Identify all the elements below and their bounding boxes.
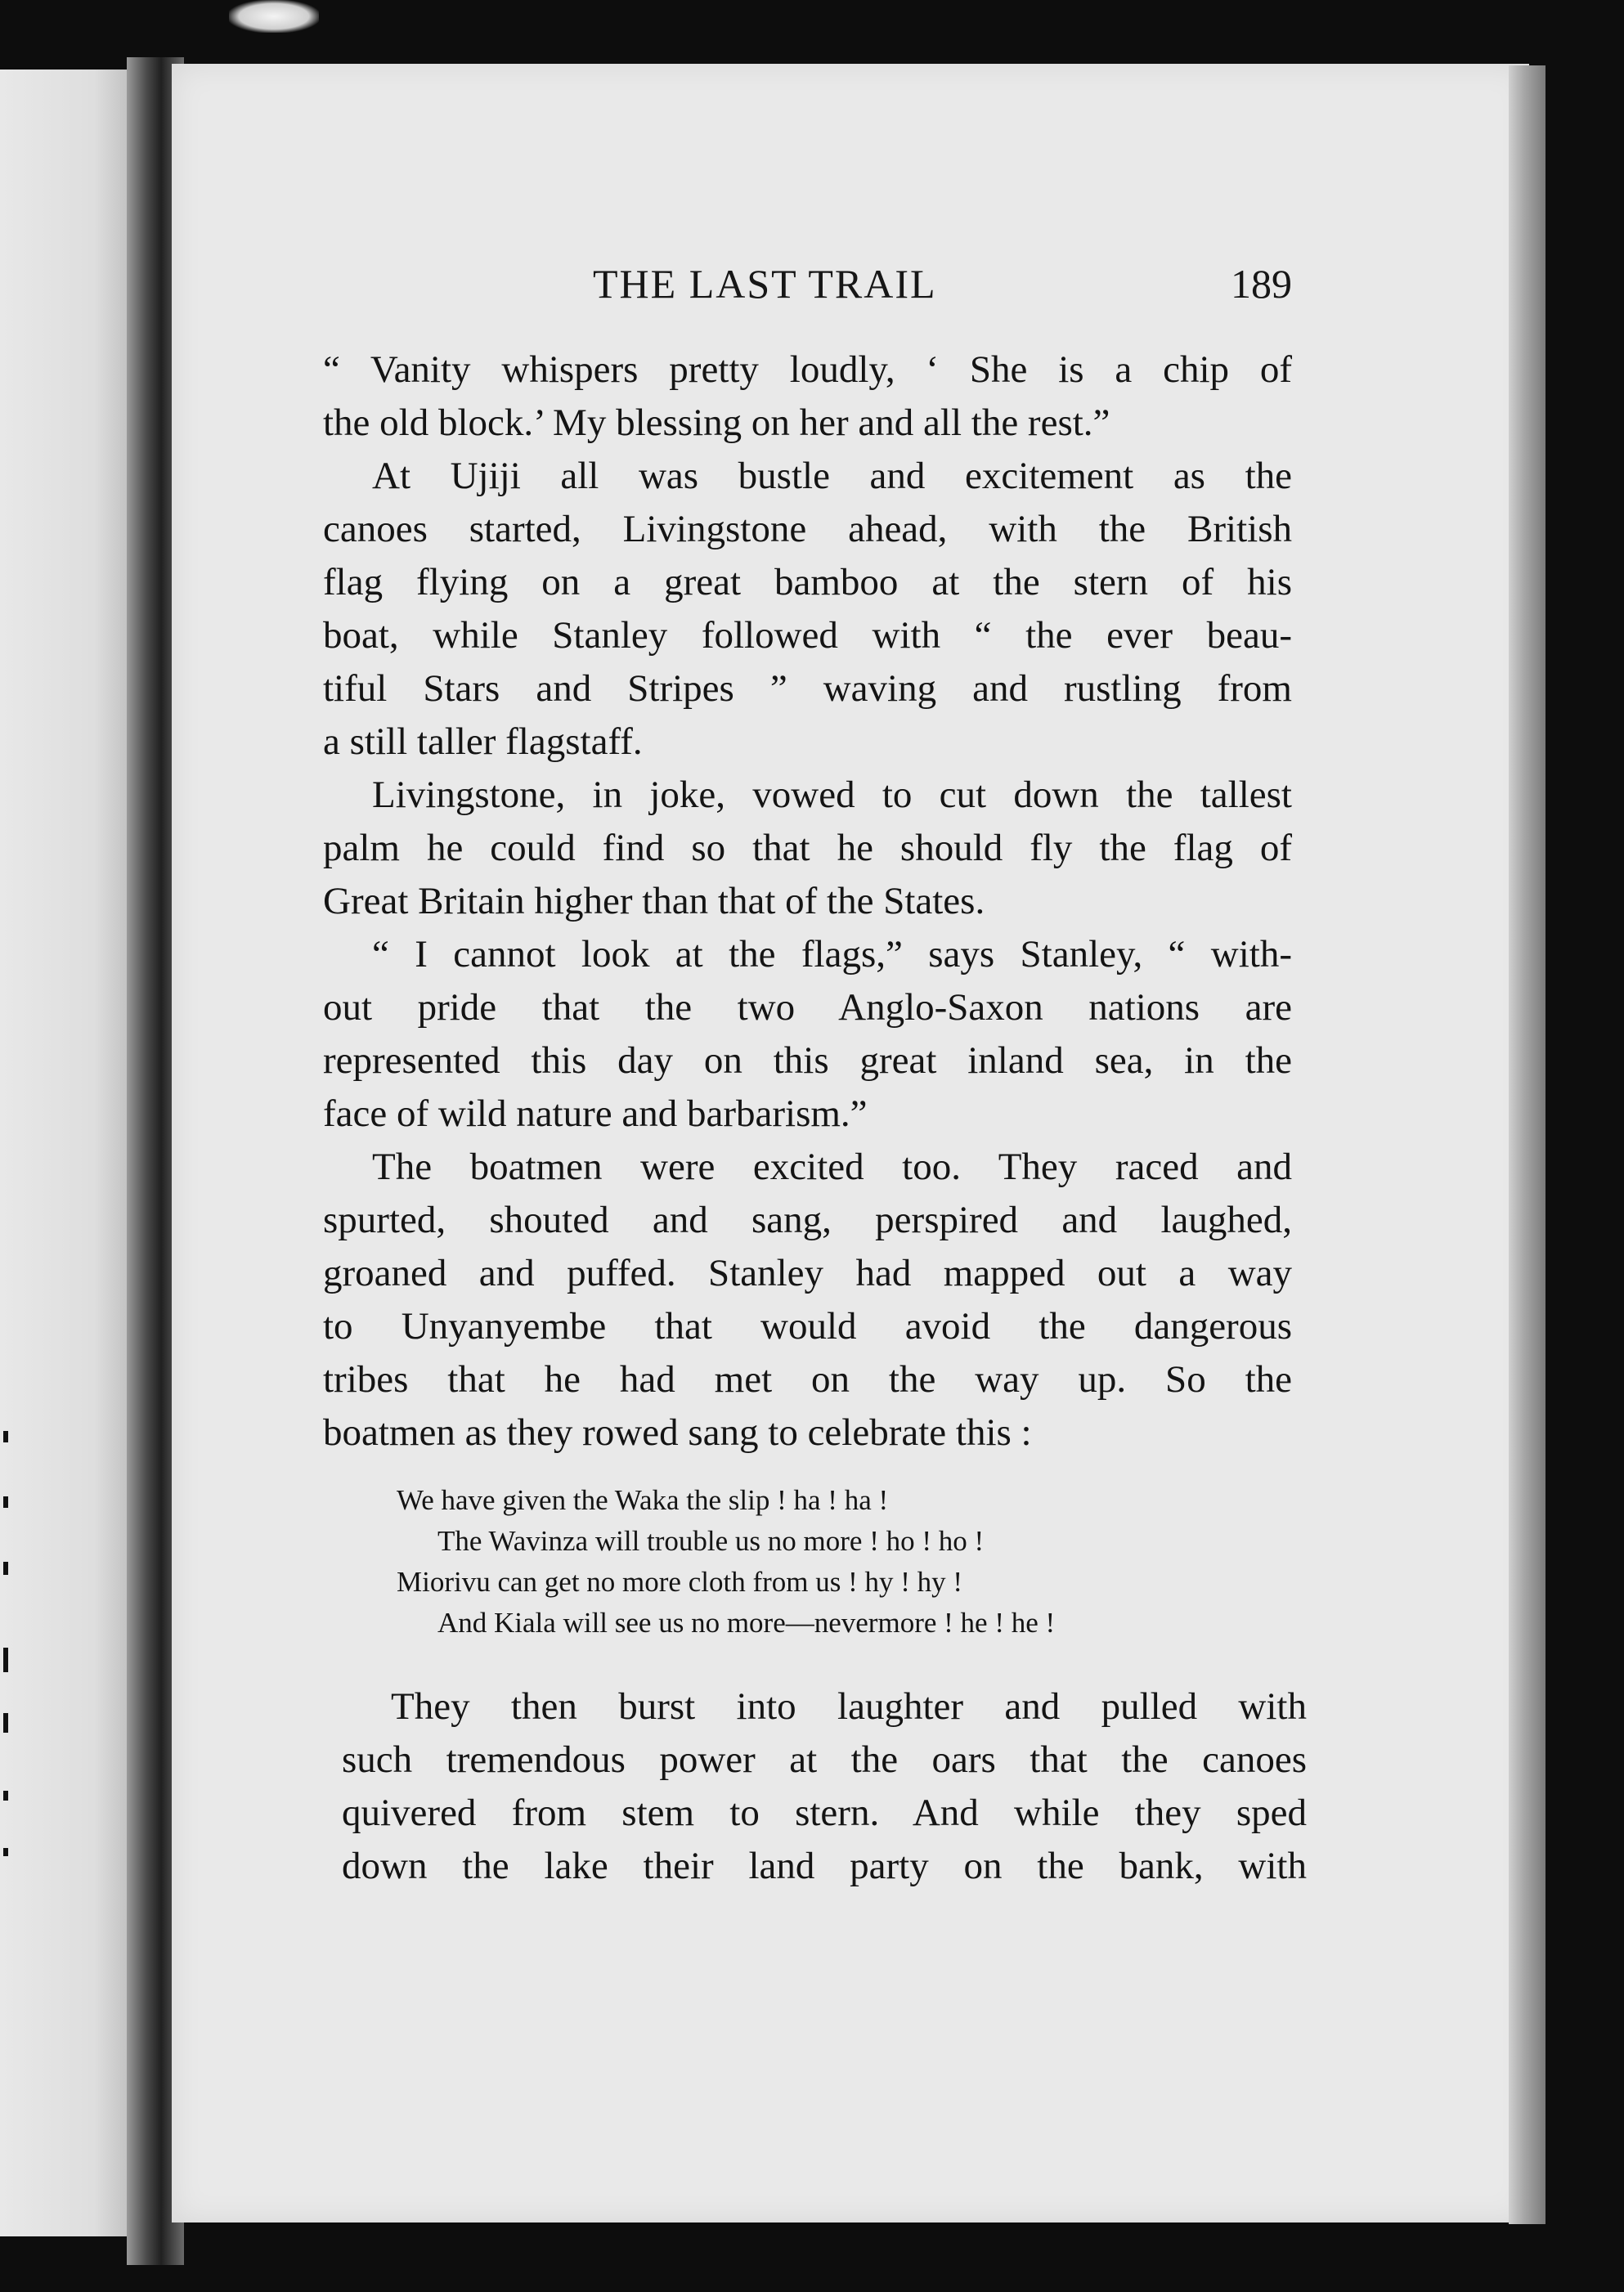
closing-text [342, 1680, 1307, 1893]
text-line: quivered from stem to stern. And while they sped [342, 1792, 1307, 1834]
facing-page-edge [0, 70, 135, 2236]
text-line: represented this day on this great inland sea, in the [323, 1039, 1292, 1082]
text-line: groaned and puffed. Stanley had mapped out a way [323, 1252, 1292, 1294]
facing-page-marks [0, 1431, 16, 1922]
text-line: “ Vanity whispers pretty loudly, ‘ She is a chip of [323, 348, 1292, 391]
verse-line: The Wavinza will trouble us no more ! ho ! ho ! [437, 1525, 985, 1557]
verse-block [397, 1480, 1296, 1644]
text-line: spurted, shouted and sang, perspired and laughed, [323, 1199, 1292, 1241]
text-line: such tremendous power at the oars that the canoes [342, 1738, 1307, 1781]
text-line: The boatmen were excited too. They raced and [372, 1146, 1292, 1188]
text-line: the old block.’ My blessing on her and all the rest.” [323, 401, 1110, 444]
text-line: They then burst into laughter and pulled with [391, 1685, 1307, 1728]
scan-blot [229, 0, 319, 33]
text-line: down the lake their land party on the bank, with [342, 1845, 1307, 1887]
text-line: boatmen as they rowed sang to celebrate this : [323, 1411, 1032, 1454]
text-line: tribes that he had met on the way up. So the [323, 1358, 1292, 1401]
text-line: face of wild nature and barbarism.” [323, 1092, 868, 1135]
body-text [323, 343, 1292, 1460]
verse-line: And Kiala will see us no more—nevermore ! he ! he ! [437, 1607, 1056, 1639]
text-line: out pride that the two Anglo-Saxon nations are [323, 986, 1292, 1029]
page-number: 189 [1231, 261, 1292, 307]
verse-line: Miorivu can get no more cloth from us ! hy ! hy ! [397, 1566, 963, 1598]
text-line: tiful Stars and Stripes ” waving and rustling from [323, 667, 1292, 710]
text-line: palm he could find so that he should fly the flag of [323, 827, 1292, 869]
text-line: “ I cannot look at the flags,” says Stanley, “ with- [372, 933, 1292, 976]
page-edge [1509, 65, 1545, 2224]
text-line: Livingstone, in joke, vowed to cut down the tallest [372, 774, 1292, 816]
text-line: flag flying on a great bamboo at the stern of his [323, 561, 1292, 603]
page-header [323, 260, 1292, 317]
verse-line: We have given the Waka the slip ! ha ! ha ! [397, 1484, 889, 1516]
text-line: boat, while Stanley followed with “ the ever beau- [323, 614, 1292, 657]
text-line: to Unyanyembe that would avoid the dangerous [323, 1305, 1292, 1348]
text-line: canoes started, Livingstone ahead, with the British [323, 508, 1292, 550]
running-title: THE LAST TRAIL [593, 261, 937, 307]
text-line: Great Britain higher than that of the States. [323, 880, 985, 922]
text-line: At Ujiji all was bustle and excitement as the [372, 455, 1292, 497]
text-line: a still taller flagstaff. [323, 720, 643, 763]
